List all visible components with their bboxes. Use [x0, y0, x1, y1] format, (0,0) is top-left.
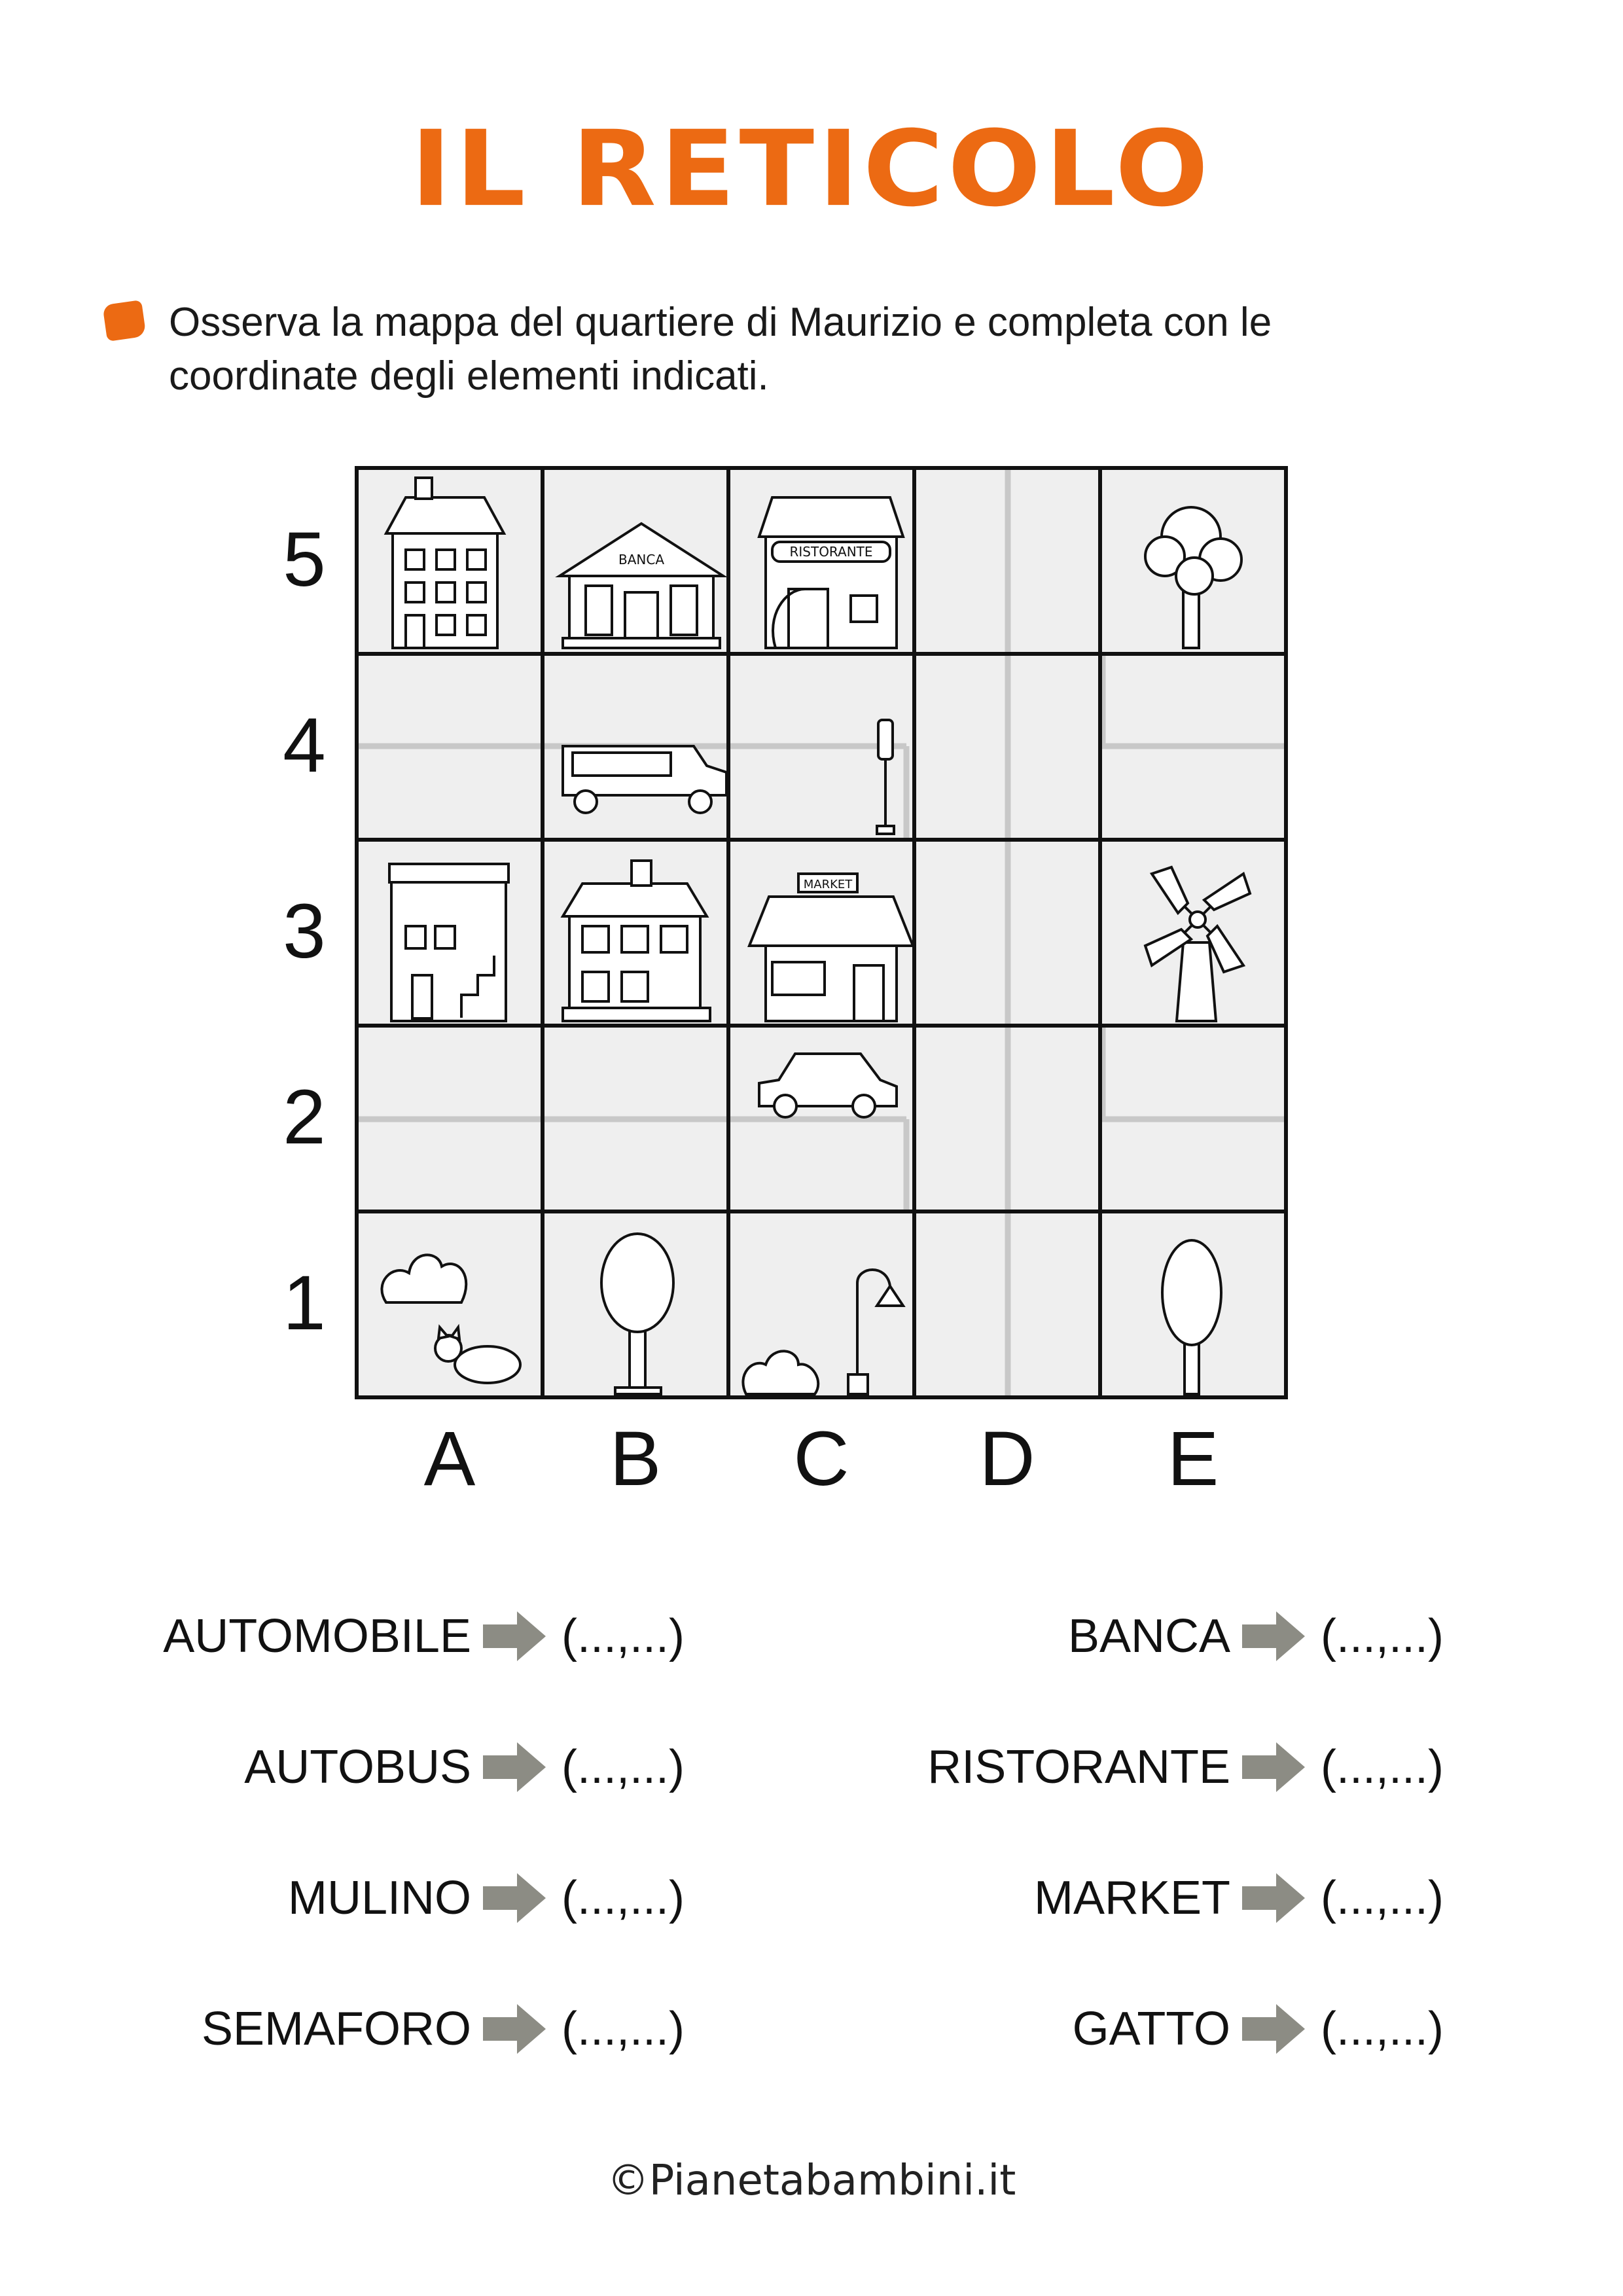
- instructions: Osserva la mappa del quartiere di Maurizio e completa con le coordinate degli elementi indicati.: [169, 300, 1272, 399]
- page-title: IL RETICOLO: [410, 107, 1213, 230]
- answer-label: BANCA: [1067, 1610, 1230, 1662]
- row-label-2: 2: [283, 1074, 326, 1160]
- restaurant-sign: RISTORANTE: [789, 544, 873, 560]
- answer-label: GATTO: [1072, 2003, 1230, 2055]
- row-label-5: 5: [283, 516, 326, 603]
- answer-slot[interactable]: (...,...): [562, 1872, 685, 1924]
- arrow-right-icon: [483, 2003, 547, 2055]
- row-label-1: 1: [283, 1260, 326, 1346]
- answer-row: [105, 1996, 685, 2062]
- answer-slot[interactable]: (...,...): [562, 1741, 685, 1793]
- col-label-b: B: [609, 1416, 662, 1502]
- row-label-3: 3: [283, 888, 326, 975]
- arrow-right-icon: [1242, 1872, 1306, 1924]
- answer-label: MARKET: [1033, 1872, 1230, 1924]
- arrow-right-icon: [483, 1741, 547, 1793]
- col-label-c: C: [793, 1416, 849, 1502]
- answer-slot[interactable]: (...,...): [1321, 1872, 1444, 1924]
- answer-label: MULINO: [287, 1872, 471, 1924]
- apartment-icon: [389, 864, 508, 1021]
- arrow-right-icon: [1242, 2003, 1306, 2055]
- row-label-4: 4: [283, 702, 326, 789]
- answer-row: [105, 1604, 685, 1669]
- restaurant-icon: [759, 497, 903, 648]
- answer-label: RISTORANTE: [927, 1741, 1230, 1793]
- answer-label: AUTOBUS: [244, 1741, 471, 1793]
- col-label-d: D: [979, 1416, 1035, 1502]
- bank-sign: BANCA: [618, 552, 665, 567]
- col-label-e: E: [1167, 1416, 1219, 1502]
- answer-slot[interactable]: (...,...): [1321, 2003, 1444, 2055]
- market-sign: MARKET: [803, 878, 853, 891]
- answer-row: [105, 1734, 685, 1800]
- answer-row: [785, 1865, 1444, 1931]
- answer-slot[interactable]: (...,...): [1321, 1741, 1444, 1793]
- arrow-right-icon: [483, 1610, 547, 1662]
- house-two-icon: [563, 861, 710, 1021]
- answer-label: SEMAFORO: [201, 2003, 471, 2055]
- market-icon: [749, 874, 913, 1021]
- arrow-right-icon: [483, 1872, 547, 1924]
- arrow-right-icon: [1242, 1741, 1306, 1793]
- answer-row: [785, 1604, 1444, 1669]
- answer-slot[interactable]: (...,...): [562, 1610, 685, 1662]
- answer-label: AUTOMOBILE: [163, 1610, 471, 1662]
- answer-slot[interactable]: (...,...): [562, 2003, 685, 2055]
- answer-row: [105, 1865, 685, 1931]
- col-label-a: A: [423, 1416, 476, 1502]
- footer-credit[interactable]: ©Pianetabambini.it: [607, 2157, 1016, 2205]
- house-icon: [386, 478, 504, 648]
- answer-row: [785, 1734, 1444, 1800]
- answer-row: [785, 1996, 1444, 2062]
- answer-slot[interactable]: (...,...): [1321, 1610, 1444, 1662]
- arrow-right-icon: [1242, 1610, 1306, 1662]
